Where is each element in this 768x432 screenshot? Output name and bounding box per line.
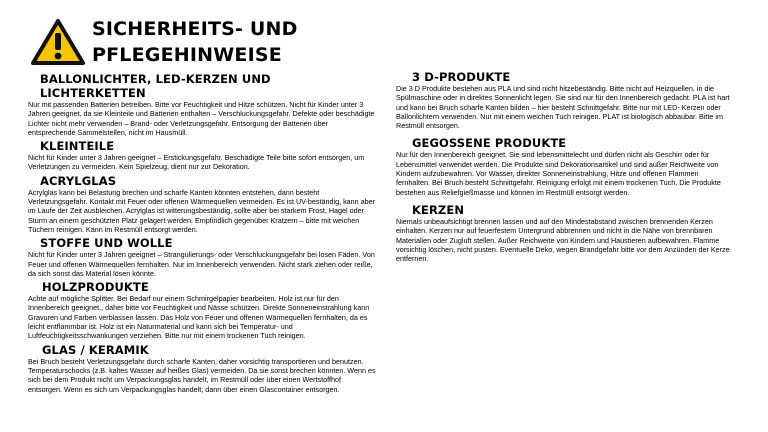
section-heading: HOLZPRODUKTE [42,280,149,295]
section-text: Nicht für Kinder unter 3 Jahren geeignet – Erstickungsgefahr. Beschädigte Teile bitte sofort entsorgen, um Verletzungen zu vermeiden. Kein Spielzeug, dient nur zur Dekoration. [28,153,365,172]
section-candles [396,203,734,263]
section-text: Acrylglas kann bei Belastung brechen und scharfe Kanten könnten entstehen, dann besteht Verletzungsgefahr. Kontakt mit Feuer oder offenen Wärmequellen vermeiden. Es ist UV-beständig, kann aber im Laufe der Zeit ausbleichen. Acrylglas ist witterungsbeständig, sollte aber bei starkem Frost, Hagel oder Sturm an einem geschützten Platz gelagert werden. Empfindlich gegenüber Kratzern – bitte mit weichen Tüchern reinigen. Kann im Restmüll entsorgt werden. [28,187,376,234]
section-heading: KERZEN [412,202,465,217]
section-heading: GEGOSSENE PRODUKTE [412,136,567,151]
section-text: Nicht für Kinder unter 3 Jahren geeignet – Strangulierungs- oder Verschluckungsgefahr bei losen Fäden. Von Feuer und offenen Wärmequellen fernhalten. Nur im Innenbereich verwenden. Nicht stark ziehen oder reiße, da sich sonst das Material lösen könnte. [28,250,375,278]
section-heading: BALLONLICHTER, LED-KERZEN UND LICHTERKETTEN [40,72,271,100]
section-heading: KLEINTEILE [40,139,115,154]
section-heading: ACRYLGLAS [40,173,117,188]
section-lights [28,72,376,137]
warning-triangle-icon [30,18,86,66]
section-heading: 3 D-PRODUKTE [412,70,511,84]
section-text: Nur mit passenden Batterien betreiben. Bitte vor Feuchtigkeit und Hitze schützen. Nicht für Kinder unter 3 Jahren geeignet, da sie Kleinteile und Batterien enthalten – Verschluckungsgefahr. Defekte oder beschädigte Lichter nicht mehr verwenden – Brand- oder Verletzungsgefahr. Entsorgung der Batterien über entsprechende Sammelstellen, nicht im Hausmüll. [28,100,375,137]
section-glass [28,343,376,394]
section-heading: STOFFE UND WOLLE [40,236,173,251]
section-text: Die 3 D Produkte bestehen aus PLA und sind nicht hitzebeständig. Bitte nicht auf Heizquellen, in die Spülmaschine oder in direktes Sonnenlicht legen. Sie sind nur für den Innenbereich gedacht. PLA ist hart und kann bei Bruch scharfe Kanten bilden – hier besteht Schnittgefahr. Bitte nur mit LED- Kerzen oder Ballonlichtern verwenden. Nur mit einem weichen Tuch reinigen. PLAT ist biologisch abbaubar. Bitte im Restmüll entsorgen. [396,84,730,131]
section-fabric [28,236,376,278]
right-column [396,70,734,263]
section-small-parts [28,139,376,172]
section-cast [396,136,734,196]
page-title: SICHERHEITS- UND PFLEGEHINWEISE [92,18,298,66]
section-text: Niemals unbeaufsichtigt brennen lassen und auf den Mindestabstand zwischen brennenden Kerzen einhalten. Kerzen nur auf feuerfestem Untergrund abbrennen und nicht in die Nähe von brennbaren Materialien oder Zugluft stellen. Außer Reichweite von Kindern und Haustieren aufbewahren. Flamme vorsichtig löschen, nicht pusten. Eventuelle Deko, wegen Brandgefahr bitte vor dem Anzünden der Kerze entfernen. [396,216,730,264]
section-3d [396,70,734,130]
section-text: Nur für den Innenbereich geeignet. Sie sind lebensmittelecht und dürfen nicht als Geschirr oder für Lebensmittel verwendet werden. Die Produkte sind Dekorationsartikel und sind außer Reichweite von Kindern aufzubewahren. Vor Wasser, direkter Sonneneinstrahlung, Hitze und offenen Flammen fernhalten. Bei Bruch besteht Schnittgefahr. Reinigung erfolgt mit einem trockenen Tuch, Die Produkte bestehen aus Reliefgießmasse und können im Restmüll entsorgt werden. [396,150,721,197]
section-text: Achte auf mögliche Splitter. Bei Bedarf nur einem Schmirgelpapier bearbeiten. Holz ist nur für den Innenbereich geeignet., daher bitte vor Feuchtigkeit und Nässe schützen. Direkte Sonneneinstrahlung kann Gravuren und Farben verblassen lassen. Das Holz von Feuer und offenen Wärmequellen fernhalten, da es leicht entflammbar ist. Holz ist ein Naturmaterial und kann sich bei Temperatur- und Luftfeuchtigkeitsschwankungen verziehen. Bitte nur mit einem trockenen Tuch reinigen. [28,294,370,341]
section-acrylic [28,174,376,234]
left-column [28,72,376,394]
section-wood [28,280,376,340]
section-text: Bei Bruch besteht Verletzungsgefahr durch scharfe Kanten, daher vorsichtig transportieren und benutzen. Temperaturschocks (z.B. kaltes Wasser auf heißes Glas) vermeiden. Da sie sonst brechen könnten. Wenn es sich bei dem Produkt nicht um Verpackungsglas handelt, im Restmüll oder über einen Wertstoffhof entsorgen. Wenn es sich um Verpackungsglas handelt, dann über einen Glascontainer entsorgen. [28,356,376,394]
section-heading: GLAS / KERAMIK [42,342,149,357]
